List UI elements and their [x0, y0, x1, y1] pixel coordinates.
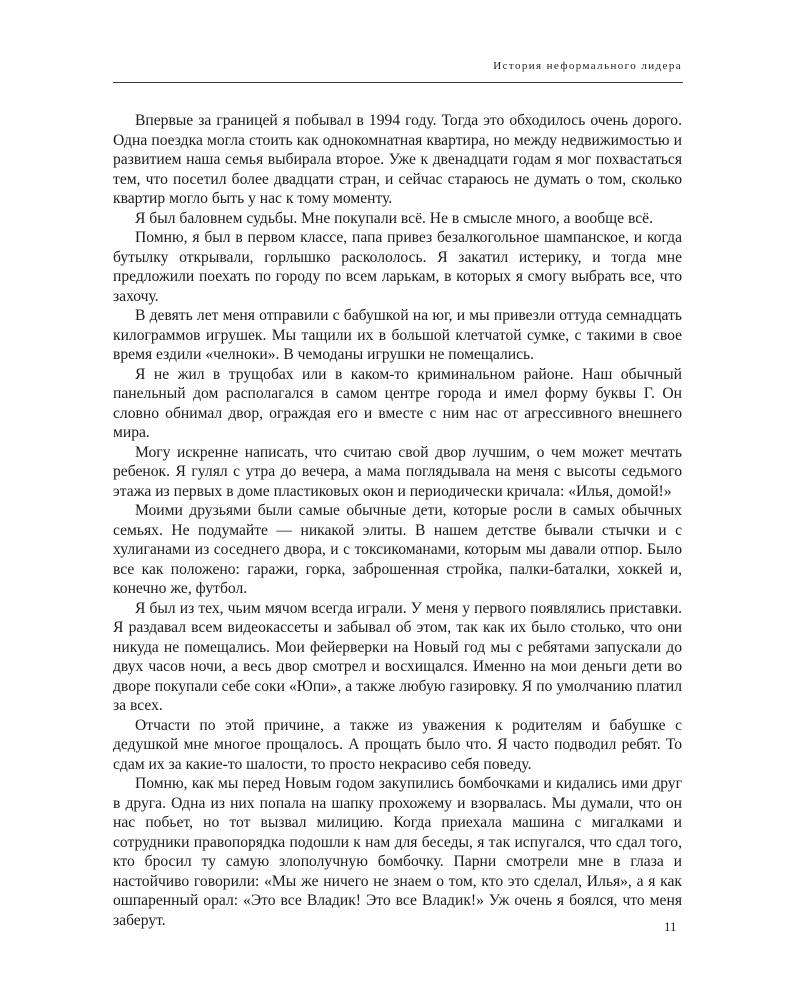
paragraph-3: Помню, я был в первом классе, папа привез безалкогольное шампанское, и когда бутылку открывали, горлышко раскололось. Я закатил истерику, и тогда мне предложили поехать по городу по всем ларькам, в которых я смогу выбрать все, что захочу. [113, 229, 682, 305]
header-divider [113, 82, 683, 83]
paragraph-9: Отчасти по этой причине, а также из уважения к родителям и бабушке с дедушкой мне многое прощалось. А прощать было что. Я часто подводил ребят. То сдам их за какие-то шалости, то просто некрасиво себя поведу. [113, 716, 682, 773]
body-text [113, 111, 682, 930]
running-head-title: История неформального лидера [493, 60, 682, 72]
paragraph-6: Могу искренне написать, что считаю свой двор лучшим, о чем может мечтать ребенок. Я гулял с утра до вечера, а мама поглядывала на меня с высоты седьмого этажа из первых в доме пластиковых окон и периодически кричала: «Илья, домой!» [113, 443, 682, 500]
paragraph-5: Я не жил в трущобах или в каком-то криминальном районе. Наш обычный панельный дом располагался в самом центре города и имел форму буквы Г. Он словно обнимал двор, ограждая его и вместе с ним нас от агрессивного внешнего мира. [113, 365, 682, 441]
paragraph-10: Помню, как мы перед Новым годом закупились бомбочками и кидались ими друг в друга. Одна из них попала на шапку прохожему и взорвалась. Мы думали, что он нас побьет, но тот вызвал милицию. Когда приехала машина с мигалками и сотрудники правопорядка подошли к нам для беседы, я так испугался, что сдал того, кто бросил ту самую злополучную бомбочку. Парни смотрели мне в глаза и настойчиво говорили: «Мы же ничего не знаем о том, кто это сделал, Илья», а я как ошпаренный орал: «Это все Владик! Это все Владик!» Уж очень я боялся, что меня заберут. [113, 775, 682, 929]
paragraph-4: В девять лет меня отправили с бабушкой на юг, и мы привезли оттуда семнадцать килограммов игрушек. Мы тащили их в большой клетчатой сумке, с такими в свое время ездили «челноки». В чемоданы игрушки не помещались. [113, 307, 682, 363]
paragraph-1: Впервые за границей я побывал в 1994 году. Тогда это обходилось очень дорого. Одна поездка могла стоить как однокомнатная квартира, но между недвижимостью и развитием наша семья выбирала второе. Уже к двенадцати годам я мог похвастаться тем, что посетил более двадцати стран, и сейчас стараюсь не думать о том, сколько квартир могло быть у нас к тому моменту. [113, 112, 682, 207]
paragraph-7: Моими друзьями были самые обычные дети, которые росли в самых обычных семьях. Не подумайте — никакой элиты. В нашем детстве бывали стычки и с хулиганами из соседнего двора, и с токсикоманами, которым мы давали отпор. Было все как положено: гаражи, горка, заброшенная стройка, палки-баталки, хоккей и, конечно же, футбол. [113, 502, 682, 597]
page-number: 11 [664, 919, 677, 934]
paragraph-8: Я был из тех, чьим мячом всегда играли. У меня у первого появлялись приставки. Я раздавал всем видеокассеты и забывал об этом, так как их было столько, что они никуда не помещались. Мои фейерверки на Новый год мы с ребятами запускали до двух часов ночи, а весь двор смотрел и восхищался. Именно на мои деньги дети во дворе покупали себе соки «Юпи», а также любую газировку. Я по умолчанию платил за всех. [113, 599, 682, 714]
paragraph-2: Я был баловнем судьбы. Мне покупали всё. Не в смысле много, а вообще всё. [135, 209, 653, 227]
